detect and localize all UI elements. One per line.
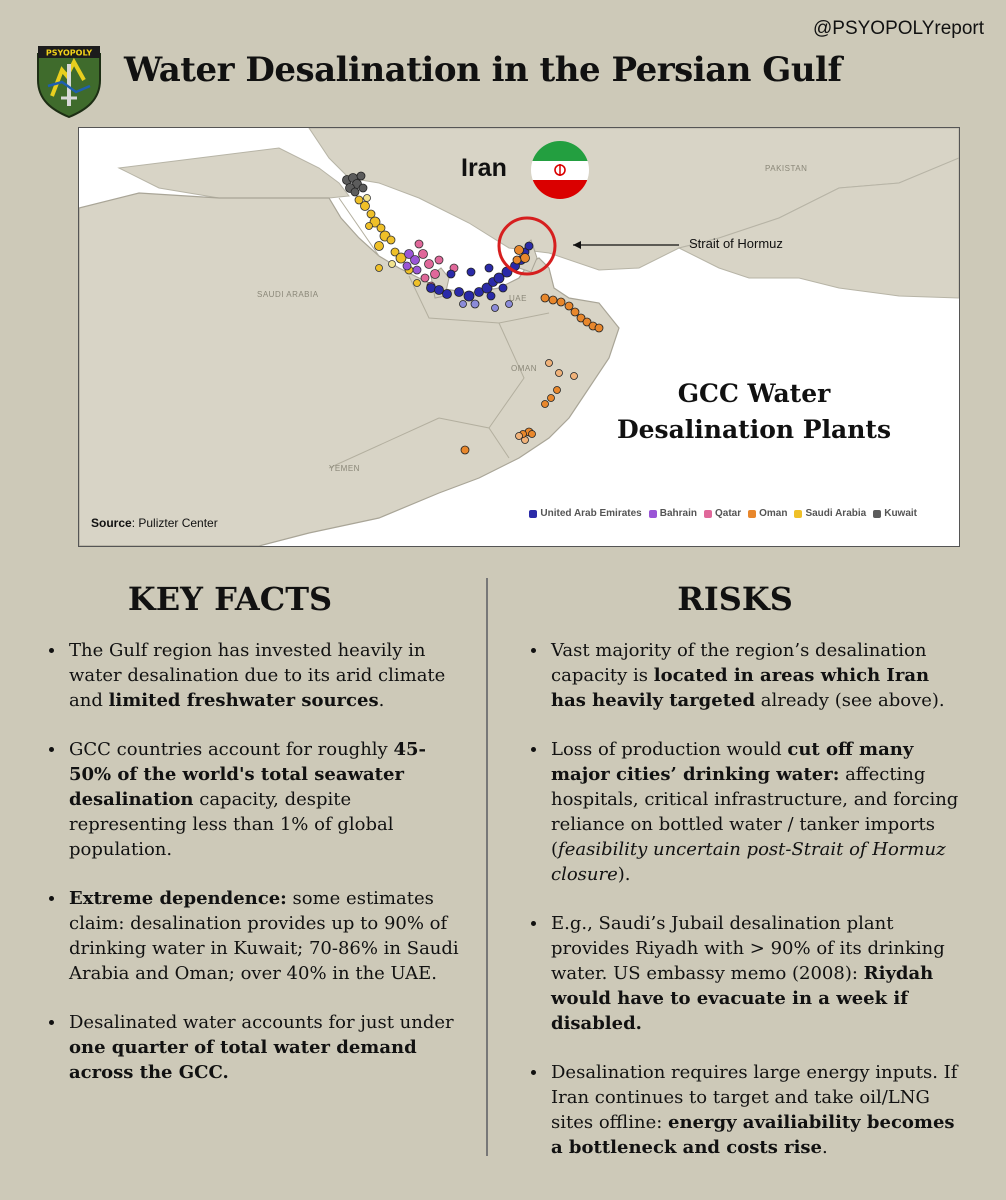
strait-label: Strait of Hormuz — [689, 236, 783, 251]
legend-item — [873, 508, 917, 519]
risk-text: ). — [617, 864, 631, 885]
desalination-map — [78, 127, 960, 547]
map-title-line2: Desalination Plants — [616, 415, 892, 444]
legend-swatch — [704, 510, 712, 518]
risk-text: cut off many major cities’ drinking water: — [551, 739, 914, 785]
legend-label: Qatar — [714, 508, 742, 519]
map-title-line1: GCC Water — [677, 379, 831, 408]
risk-text: energy availiability becomes a bottleneck and costs rise — [551, 1112, 955, 1158]
legend-label: United Arab Emirates — [540, 508, 642, 519]
saudi-label: SAUDI ARABIA — [257, 290, 319, 299]
fact-item — [66, 737, 460, 862]
risks-list — [522, 638, 962, 1184]
risk-text: feasibility uncertain post-Strait of Hormuz closure — [551, 839, 946, 885]
risk-item — [548, 911, 962, 1036]
twitter-handle: @PSYOPOLYreport — [813, 18, 984, 39]
fact-item — [66, 886, 460, 986]
risk-text: Loss of production would — [551, 739, 788, 760]
source-value: : Pulizter Center — [131, 516, 218, 530]
legend-label: Oman — [759, 508, 788, 519]
key-facts-heading: KEY FACTS — [127, 580, 333, 618]
psyopoly-shield-logo — [34, 40, 104, 118]
map-graphic — [79, 128, 959, 546]
fact-text: one quarter of total water demand across the GCC. — [69, 1037, 417, 1083]
iran-label: Iran — [461, 154, 507, 182]
fact-text: 45-50% of the world's total seawater desalination — [69, 739, 426, 810]
risks-heading: RISKS — [677, 580, 793, 618]
page-title: Water Desalination in the Persian Gulf — [124, 50, 842, 90]
fact-text: Desalinated water accounts for just under — [69, 1012, 454, 1033]
risk-text: Vast majority of the region’s desalination capacity is — [551, 640, 927, 686]
fact-text: some estimates claim: desalination provides up to 90% of drinking water in Kuwait; 70-86% in Saudi Arabia and Oman; over 40% in the UAE. — [69, 888, 459, 984]
map-legend — [529, 508, 917, 519]
risk-item — [548, 1060, 962, 1160]
fact-text: . — [378, 690, 385, 711]
legend-swatch — [748, 510, 756, 518]
risk-text: already (see above). — [755, 690, 945, 711]
legend-item — [748, 508, 787, 519]
risk-item — [548, 638, 962, 713]
fact-text: limited freshwater sources — [108, 690, 379, 711]
fact-item — [66, 638, 460, 713]
legend-swatch — [873, 510, 881, 518]
fact-text: Extreme dependence: — [69, 888, 287, 909]
risk-text: E.g., Saudi’s Jubail desalination plant provides Riyadh with > 90% of its drinking water. US embassy memo (2008): — [551, 913, 945, 984]
legend-item — [649, 508, 697, 519]
legend-label: Saudi Arabia — [805, 508, 867, 519]
legend-swatch — [529, 510, 537, 518]
fact-text: The Gulf region has invested heavily in water desalination due to its arid climate and — [69, 640, 446, 711]
pakistan-label: PAKISTAN — [765, 164, 808, 173]
source-label: Source — [91, 516, 132, 530]
oman-label: OMAN — [511, 364, 537, 373]
legend-item — [704, 508, 741, 519]
uae-label: UAE — [509, 294, 527, 303]
risk-text: located in areas which Iran has heavily targeted — [551, 665, 930, 711]
legend-swatch — [794, 510, 802, 518]
fact-text: GCC countries account for roughly — [69, 739, 394, 760]
fact-text: capacity, despite representing less than 1% of global population. — [69, 789, 394, 860]
key-facts-list — [40, 638, 460, 1109]
legend-label: Bahrain — [659, 508, 697, 519]
legend-item — [529, 508, 641, 519]
legend-swatch — [649, 510, 657, 518]
risk-text: Desalination requires large energy inputs. If Iran continues to target and take oil/LNG sites offline: — [551, 1062, 958, 1133]
legend-label: Kuwait — [884, 508, 917, 519]
legend-item — [794, 508, 866, 519]
risk-text: . — [822, 1137, 828, 1158]
risk-text: Riydah would have to evacuate in a week if disabled. — [551, 963, 934, 1034]
fact-item — [66, 1010, 460, 1085]
badge-text: PSYOPOLY — [45, 48, 93, 58]
yemen-label: YEMEN — [329, 464, 360, 473]
map-title — [599, 376, 909, 448]
map-source — [91, 516, 218, 530]
risk-item — [548, 737, 962, 887]
column-divider — [486, 578, 488, 1156]
risk-text: affecting hospitals, critical infrastructure, and forcing reliance on bottled water / tanker imports ( — [551, 764, 959, 860]
